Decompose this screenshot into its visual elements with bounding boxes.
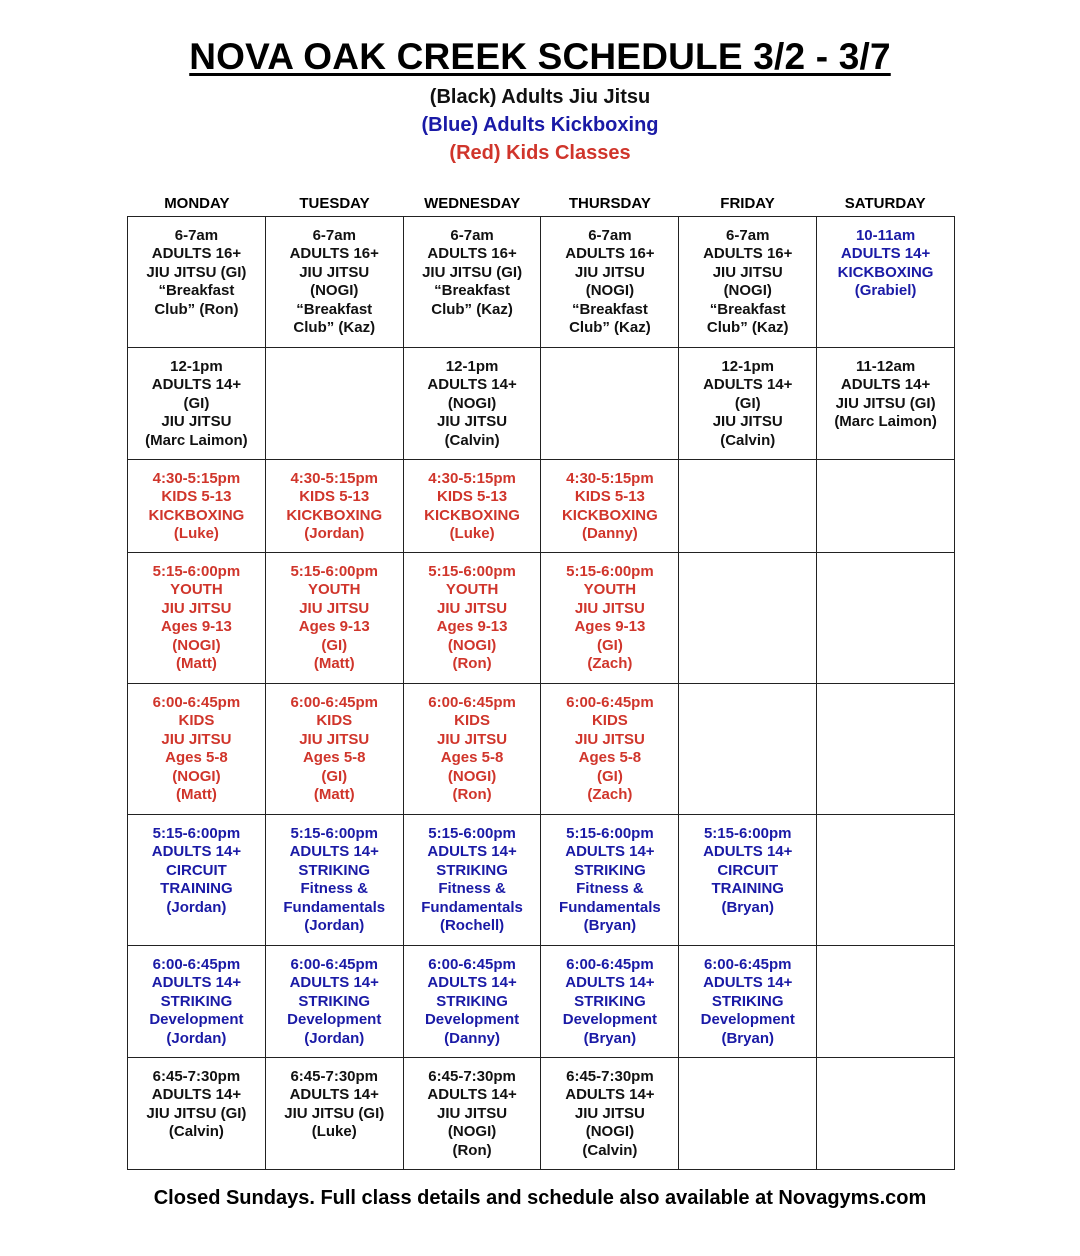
class-cell-tuesday: 4:30-5:15pm KIDS 5-13 KICKBOXING (Jordan) [265,460,403,553]
footer-note: Closed Sundays. Full class details and schedule also available at Novagyms.com [153,1187,927,1209]
empty-cell-saturday [817,460,955,553]
class-cell-wednesday: 6:00-6:45pm ADULTS 14+ STRIKING Development (Danny) [403,946,541,1058]
class-cell-monday: 6:00-6:45pm ADULTS 14+ STRIKING Development (Jordan) [128,946,266,1058]
schedule-row [128,815,955,946]
empty-cell-saturday [817,1058,955,1170]
class-cell-wednesday: 5:15-6:00pm YOUTH JIU JITSU Ages 9-13 (NOGI) (Ron) [403,553,541,684]
schedule-row [128,348,955,460]
class-cell-friday: 12-1pm ADULTS 14+ (GI) JIU JITSU (Calvin) [679,348,817,460]
schedule-row [128,1058,955,1170]
schedule-row [128,946,955,1058]
day-header-wednesday: WEDNESDAY [424,195,521,212]
class-cell-wednesday: 6-7am ADULTS 16+ JIU JITSU (GI) “Breakfast Club” (Kaz) [403,217,541,348]
empty-cell-tuesday [265,348,403,460]
empty-cell-friday [679,553,817,684]
empty-cell-friday [679,1058,817,1170]
class-cell-monday: 6:45-7:30pm ADULTS 14+ JIU JITSU (GI) (Calvin) [128,1058,266,1170]
class-cell-wednesday: 6:00-6:45pm KIDS JIU JITSU Ages 5-8 (NOGI) (Ron) [403,684,541,815]
class-cell-monday: 5:15-6:00pm ADULTS 14+ CIRCUIT TRAINING (Jordan) [128,815,266,946]
class-cell-friday: 6-7am ADULTS 16+ JIU JITSU (NOGI) “Breakfast Club” (Kaz) [679,217,817,348]
legend-kids-classes: (Red) Kids Classes [449,142,631,164]
class-cell-wednesday: 12-1pm ADULTS 14+ (NOGI) JIU JITSU (Calvin) [403,348,541,460]
schedule-row [128,460,955,553]
class-cell-tuesday: 5:15-6:00pm YOUTH JIU JITSU Ages 9-13 (GI) (Matt) [265,553,403,684]
schedule-row [128,684,955,815]
class-cell-tuesday: 6:00-6:45pm ADULTS 14+ STRIKING Development (Jordan) [265,946,403,1058]
empty-cell-friday [679,460,817,553]
day-header-monday: MONDAY [164,195,230,212]
class-cell-monday: 5:15-6:00pm YOUTH JIU JITSU Ages 9-13 (NOGI) (Matt) [128,553,266,684]
schedule-row [128,553,955,684]
class-cell-wednesday: 4:30-5:15pm KIDS 5-13 KICKBOXING (Luke) [403,460,541,553]
class-cell-monday: 12-1pm ADULTS 14+ (GI) JIU JITSU (Marc Laimon) [128,348,266,460]
class-cell-tuesday: 6-7am ADULTS 16+ JIU JITSU (NOGI) “Breakfast Club” (Kaz) [265,217,403,348]
legend-adults-kickboxing: (Blue) Adults Kickboxing [421,114,659,136]
class-cell-friday: 5:15-6:00pm ADULTS 14+ CIRCUIT TRAINING (Bryan) [679,815,817,946]
class-cell-wednesday: 5:15-6:00pm ADULTS 14+ STRIKING Fitness & Fundamentals (Rochell) [403,815,541,946]
schedule-table [127,216,955,1170]
class-cell-monday: 6:00-6:45pm KIDS JIU JITSU Ages 5-8 (NOGI) (Matt) [128,684,266,815]
class-cell-wednesday: 6:45-7:30pm ADULTS 14+ JIU JITSU (NOGI) (Ron) [403,1058,541,1170]
empty-cell-friday [679,684,817,815]
class-cell-thursday: 5:15-6:00pm ADULTS 14+ STRIKING Fitness & Fundamentals (Bryan) [541,815,679,946]
class-cell-monday: 6-7am ADULTS 16+ JIU JITSU (GI) “Breakfast Club” (Ron) [128,217,266,348]
day-header-thursday: THURSDAY [568,195,651,212]
class-cell-tuesday: 5:15-6:00pm ADULTS 14+ STRIKING Fitness & Fundamentals (Jordan) [265,815,403,946]
legend-adults-jiu-jitsu: (Black) Adults Jiu Jitsu [429,86,651,108]
class-cell-tuesday: 6:45-7:30pm ADULTS 14+ JIU JITSU (GI) (Luke) [265,1058,403,1170]
class-cell-thursday: 6:00-6:45pm KIDS JIU JITSU Ages 5-8 (GI) (Zach) [541,684,679,815]
day-header-row [128,195,954,212]
schedule-row [128,217,955,348]
class-cell-friday: 6:00-6:45pm ADULTS 14+ STRIKING Development (Bryan) [679,946,817,1058]
class-cell-tuesday: 6:00-6:45pm KIDS JIU JITSU Ages 5-8 (GI) (Matt) [265,684,403,815]
empty-cell-saturday [817,684,955,815]
class-cell-saturday: 10-11am ADULTS 14+ KICKBOXING (Grabiel) [817,217,955,348]
class-cell-monday: 4:30-5:15pm KIDS 5-13 KICKBOXING (Luke) [128,460,266,553]
class-cell-thursday: 4:30-5:15pm KIDS 5-13 KICKBOXING (Danny) [541,460,679,553]
page-title: NOVA OAK CREEK SCHEDULE 3/2 - 3/7 [189,36,891,77]
class-cell-thursday: 6:00-6:45pm ADULTS 14+ STRIKING Development (Bryan) [541,946,679,1058]
class-cell-thursday: 6:45-7:30pm ADULTS 14+ JIU JITSU (NOGI) (Calvin) [541,1058,679,1170]
class-cell-thursday: 5:15-6:00pm YOUTH JIU JITSU Ages 9-13 (GI) (Zach) [541,553,679,684]
class-cell-thursday: 6-7am ADULTS 16+ JIU JITSU (NOGI) “Breakfast Club” (Kaz) [541,217,679,348]
empty-cell-saturday [817,815,955,946]
day-header-saturday: SATURDAY [844,195,926,212]
day-header-friday: FRIDAY [720,195,775,212]
empty-cell-thursday [541,348,679,460]
class-cell-saturday: 11-12am ADULTS 14+ JIU JITSU (GI) (Marc Laimon) [817,348,955,460]
empty-cell-saturday [817,946,955,1058]
empty-cell-saturday [817,553,955,684]
day-header-tuesday: TUESDAY [299,195,370,212]
